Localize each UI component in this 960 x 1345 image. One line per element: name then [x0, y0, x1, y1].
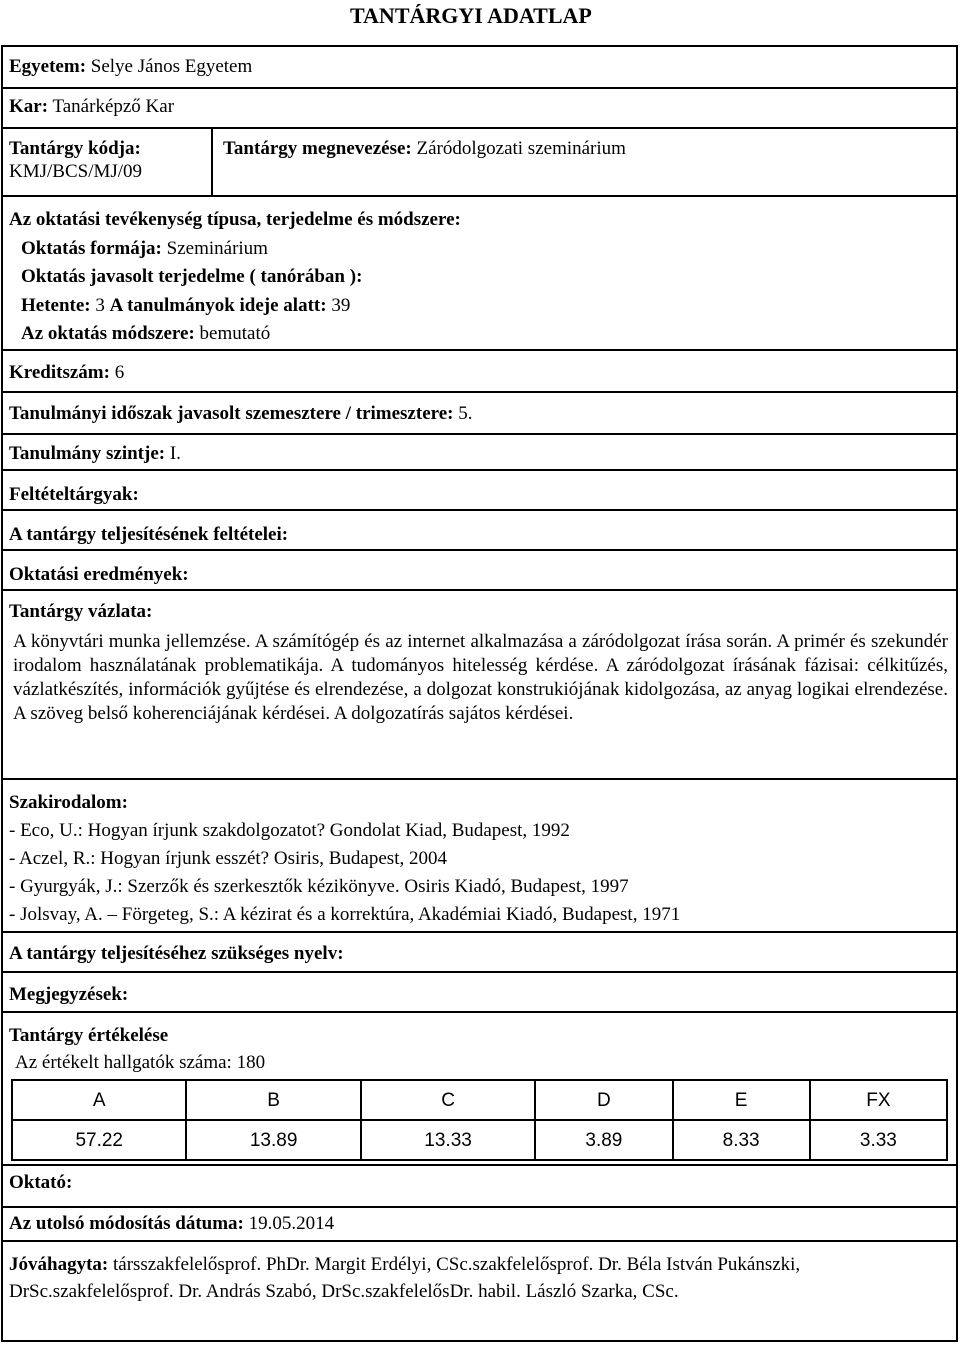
- approved-label: Jóváhagyta:: [9, 1254, 109, 1275]
- literature-row: [1, 780, 958, 933]
- prerequisites-row: [1, 471, 958, 511]
- total-label: A tanulmányok ideje alatt:: [109, 294, 327, 316]
- grade-header: E: [673, 1080, 810, 1120]
- activity-row: [1, 197, 958, 351]
- outcomes-row: [1, 551, 958, 591]
- approved-value: társszakfelelősprof. PhDr. Margit Erdélyi, CSc.szakfelelősprof. Dr. Béla István Pukánszki, DrSc.szakfelelősprof. Dr. András Szabó, DrSc.szakfelelősDr. habil. László Szarka, CSc.: [9, 1254, 801, 1302]
- modified-value: 19.05.2014: [248, 1213, 335, 1234]
- outline-label: Tantárgy vázlata:: [9, 601, 153, 622]
- literature-label: Szakirodalom:: [9, 792, 128, 813]
- course-code-cell: [1, 129, 213, 195]
- course-code-value: KMJ/BCS/MJ/09: [9, 161, 143, 182]
- method-label: Az oktatás módszere:: [21, 323, 195, 344]
- modified-label: Az utolsó módosítás dátuma:: [9, 1213, 244, 1234]
- literature-item: - Aczel, R.: Hogyan írjunk esszét? Osiris, Budapest, 2004: [9, 848, 447, 869]
- evaluated-count: Az értékelt hallgatók száma: 180: [15, 1052, 266, 1073]
- modified-row: [1, 1208, 958, 1242]
- teacher-row: [1, 1166, 958, 1208]
- language-row: [1, 933, 958, 973]
- grades-value-row: [12, 1120, 947, 1160]
- grade-value: 3.89: [535, 1120, 672, 1160]
- notes-row: [1, 973, 958, 1013]
- approved-row: [1, 1242, 958, 1342]
- level-row: [1, 435, 958, 471]
- level-label: Tanulmány szintje:: [9, 443, 166, 464]
- grade-header: C: [361, 1080, 535, 1120]
- faculty-label: Kar:: [9, 96, 49, 117]
- grade-header: B: [186, 1080, 360, 1120]
- grade-header: A: [12, 1080, 186, 1120]
- evaluation-row: [1, 1013, 958, 1166]
- scope-label: Oktatás javasolt terjedelme ( tanórában ):: [21, 266, 363, 287]
- literature-item: - Eco, U.: Hogyan írjunk szakdolgozatot? Gondolat Kiad, Budapest, 1992: [9, 820, 570, 841]
- semester-label: Tanulmányi időszak javasolt szemesztere / trimesztere:: [9, 403, 454, 424]
- university-row: [1, 45, 958, 89]
- outline-text: A könyvtári munka jellemzése. A számítógép és az internet alkalmazása a záródolgozat írása során. A primér és szekundér irodalom használatának problematikája. A tudományos hitelesség kérdése. A záródolgozat írásának fázisai: célkitűzés, vázlatkészítés, információk gyűjtése és elrendezése, a dolgozat konstrukiójának kidolgozása, az anyag logikai elrendezése. A szöveg belső koherenciájának kérdései. A dolgozatírás sajátos kérdései.: [13, 631, 948, 724]
- semester-row: [1, 393, 958, 435]
- outline-row: [1, 591, 958, 780]
- method-value: bemutató: [199, 323, 271, 344]
- grade-value: 13.89: [186, 1120, 360, 1160]
- activity-heading: Az oktatási tevékenység típusa, terjedelme és módszere:: [9, 209, 461, 230]
- page-title: TANTÁRGYI ADATLAP: [350, 3, 592, 28]
- literature-item: - Jolsvay, A. – Förgeteg, S.: A kézirat és a korrektúra, Akadémiai Kiadó, Budapest, 1971: [9, 904, 681, 925]
- weekly-value: 3: [95, 294, 105, 316]
- course-row: [1, 129, 958, 197]
- faculty-row: [1, 89, 958, 129]
- total-value: 39: [331, 294, 351, 316]
- grade-value: 3.33: [810, 1120, 947, 1160]
- language-label: A tantárgy teljesítéséhez szükséges nyelv:: [9, 943, 344, 964]
- outcomes-label: Oktatási eredmények:: [9, 564, 189, 585]
- semester-value: 5.: [458, 403, 473, 424]
- credits-value: 6: [114, 362, 125, 383]
- completion-label: A tantárgy teljesítésének feltételei:: [9, 524, 289, 545]
- grade-value: 57.22: [12, 1120, 186, 1160]
- grade-header: D: [535, 1080, 672, 1120]
- form-label: Oktatás formája:: [21, 237, 162, 259]
- level-value: I.: [169, 443, 181, 464]
- course-name-label: Tantárgy megnevezése:: [223, 138, 412, 159]
- faculty-value: Tanárképző Kar: [52, 96, 175, 117]
- credits-row: [1, 351, 958, 393]
- grade-value: 13.33: [361, 1120, 535, 1160]
- form-value: Szeminárium: [166, 237, 268, 259]
- university-label: Egyetem:: [9, 56, 87, 77]
- credits-label: Kreditszám:: [9, 362, 110, 383]
- course-code-label: Tantárgy kódja:: [9, 138, 141, 159]
- grades-header-row: [12, 1080, 947, 1120]
- literature-item: - Gyurgyák, J.: Szerzők és szerkesztők kézikönyve. Osiris Kiadó, Budapest, 1997: [9, 876, 629, 897]
- university-value: Selye János Egyetem: [90, 56, 253, 77]
- prerequisites-label: Feltételtárgyak:: [9, 484, 139, 505]
- course-name-value: Záródolgozati szeminárium: [416, 138, 626, 159]
- course-name-cell: [223, 137, 626, 160]
- grade-header: FX: [810, 1080, 947, 1120]
- weekly-label: Hetente:: [21, 294, 91, 316]
- grades-table: [11, 1079, 948, 1161]
- teacher-label: Oktató:: [9, 1172, 73, 1193]
- notes-label: Megjegyzések:: [9, 984, 129, 1005]
- grade-value: 8.33: [673, 1120, 810, 1160]
- evaluation-label: Tantárgy értékelése: [9, 1025, 169, 1046]
- completion-row: [1, 511, 958, 551]
